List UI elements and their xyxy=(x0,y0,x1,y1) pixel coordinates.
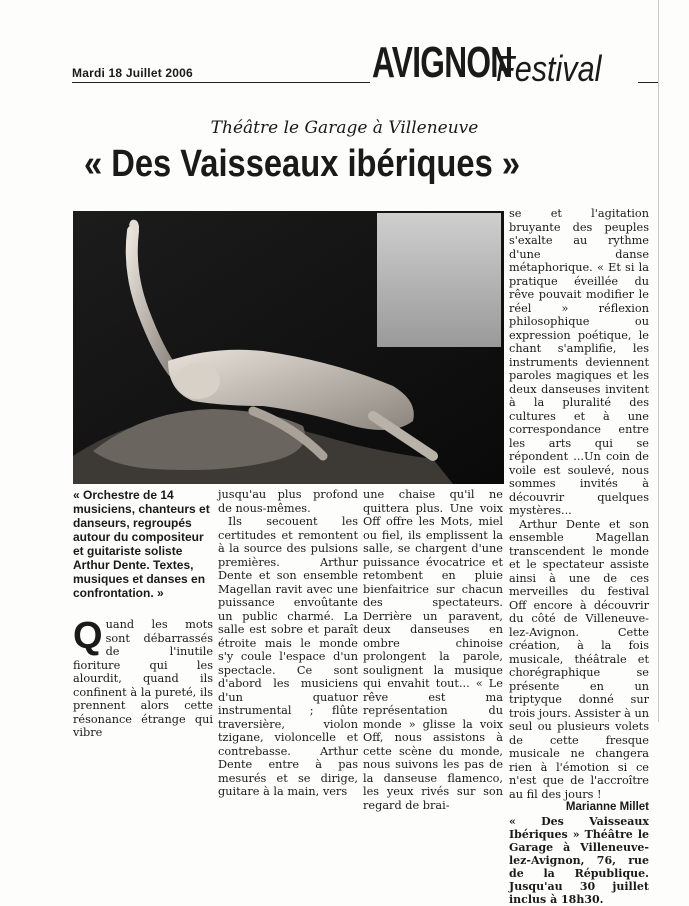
section-masthead xyxy=(372,38,602,89)
dancer-photo-art xyxy=(73,211,504,484)
author-signature: Marianne Millet xyxy=(565,801,649,813)
article-col2-para2: Ils secouent les certitudes et remontent à la source des pulsions premières. Arthur Dente et son ensemble Magellan ravit avec une puissance envoûtante un public charmé. La salle est sobre et paraît étroite mais le monde s'y coule l'espace d'un spectacle. Ce sont d'abord les musiciens d'un quatuor instrumental ; flûte traversière, violon tzigane, violoncelle et contrebasse. Arthur Dente entre à pas mesurés et se dirige, guitare à la main, vers xyxy=(218,515,358,798)
article-col3-para1: une chaise qu'il ne quittera plus. Une voix Off offre les Mots, miel ou fiel, ils emplissent la salle, se chargent d'une puissance évocatrice et retombent en pluie bienfaitrice sur chacun des spectateurs. Derrière un paravent, deux danseuses en ombre chinoise prolongent la parole, soulignent la musique qui envahit tout... « Le rêve est ma représentation du monde » glisse la voix Off, nous assistons à cette scène du monde, nous suivons les pas de la danseuse flamenco, les yeux rivés sur son regard de brai- xyxy=(363,488,503,812)
article-col2-para1: jusqu'au plus profond de nous-mêmes. xyxy=(218,488,358,515)
drop-cap: Q xyxy=(73,615,103,657)
article-body-start xyxy=(73,615,213,740)
header-rule-right xyxy=(638,82,658,83)
article-col4-para1: se et l'agitation bruyante des peuples s'exalte au rythme d'une danse métaphorique. « Et si la pratique éveillée du rêve pouvait modifier le réel » réflexion philosophique ou expression poétique, le chant s'amplifie, les instruments deviennent paroles magiques et les deux danseuses invitent à la pluralité des cultures et à une correspondance entre les arts qui se répondent ...Un coin de voile est soulevé, nous sommes invités à découvrir quelques mystères... xyxy=(509,207,649,517)
event-info: « Des Vaisseaux Ibériques » Théâtre le Garage à Villeneuve-lez-Avignon, 76, rue de la République. Jusqu'au 30 juillet inclus à 18h30. xyxy=(509,814,649,906)
article-kicker: Théâtre le Garage à Villeneuve xyxy=(210,118,479,138)
dancer-photo xyxy=(73,211,504,484)
article-headline: « Des Vaisseaux ibériques » xyxy=(84,143,521,185)
projection-screen xyxy=(377,213,501,347)
article-column-1 xyxy=(73,488,213,740)
header-rule-left xyxy=(72,82,370,83)
article-column-3 xyxy=(363,488,503,812)
page-edge-line xyxy=(658,0,659,722)
section-city: AVIGNON xyxy=(372,38,513,87)
article-column-4 xyxy=(509,207,649,906)
article-col1-text: uand les mots sont débarrassés de l'inutile fioriture qui les alourdit, quand ils confinent à la pureté, ils prennent alors cette résonance étrange qui vibre xyxy=(73,618,213,739)
article-column-2 xyxy=(218,488,358,799)
section-festival: Festival xyxy=(496,48,602,89)
article-col4-para2: Arthur Dente et son ensemble Magellan transcendent le monde et le spectateur assiste ainsi à une de ces merveilles du festival Off encore à découvrir du côté de Villeneuve-lez-Avignon. Cette création, à la fois musicale, théâtrale et chorégraphique se présente en un triptyque donné sur trois jours. Assister à un seul ou plusieurs volets de cette fresque musicale ne changera rien à l'émotion si ce n'est que de l'accroître au fil des jours ! xyxy=(509,517,649,801)
issue-date: Mardi 18 Juillet 2006 xyxy=(72,66,193,80)
article-lead: « Orchestre de 14 musiciens, chanteurs et danseurs, regroupés autour du compositeur et guitariste soliste Arthur Dente. Textes, musiques et danses en confrontation. » xyxy=(73,488,210,600)
